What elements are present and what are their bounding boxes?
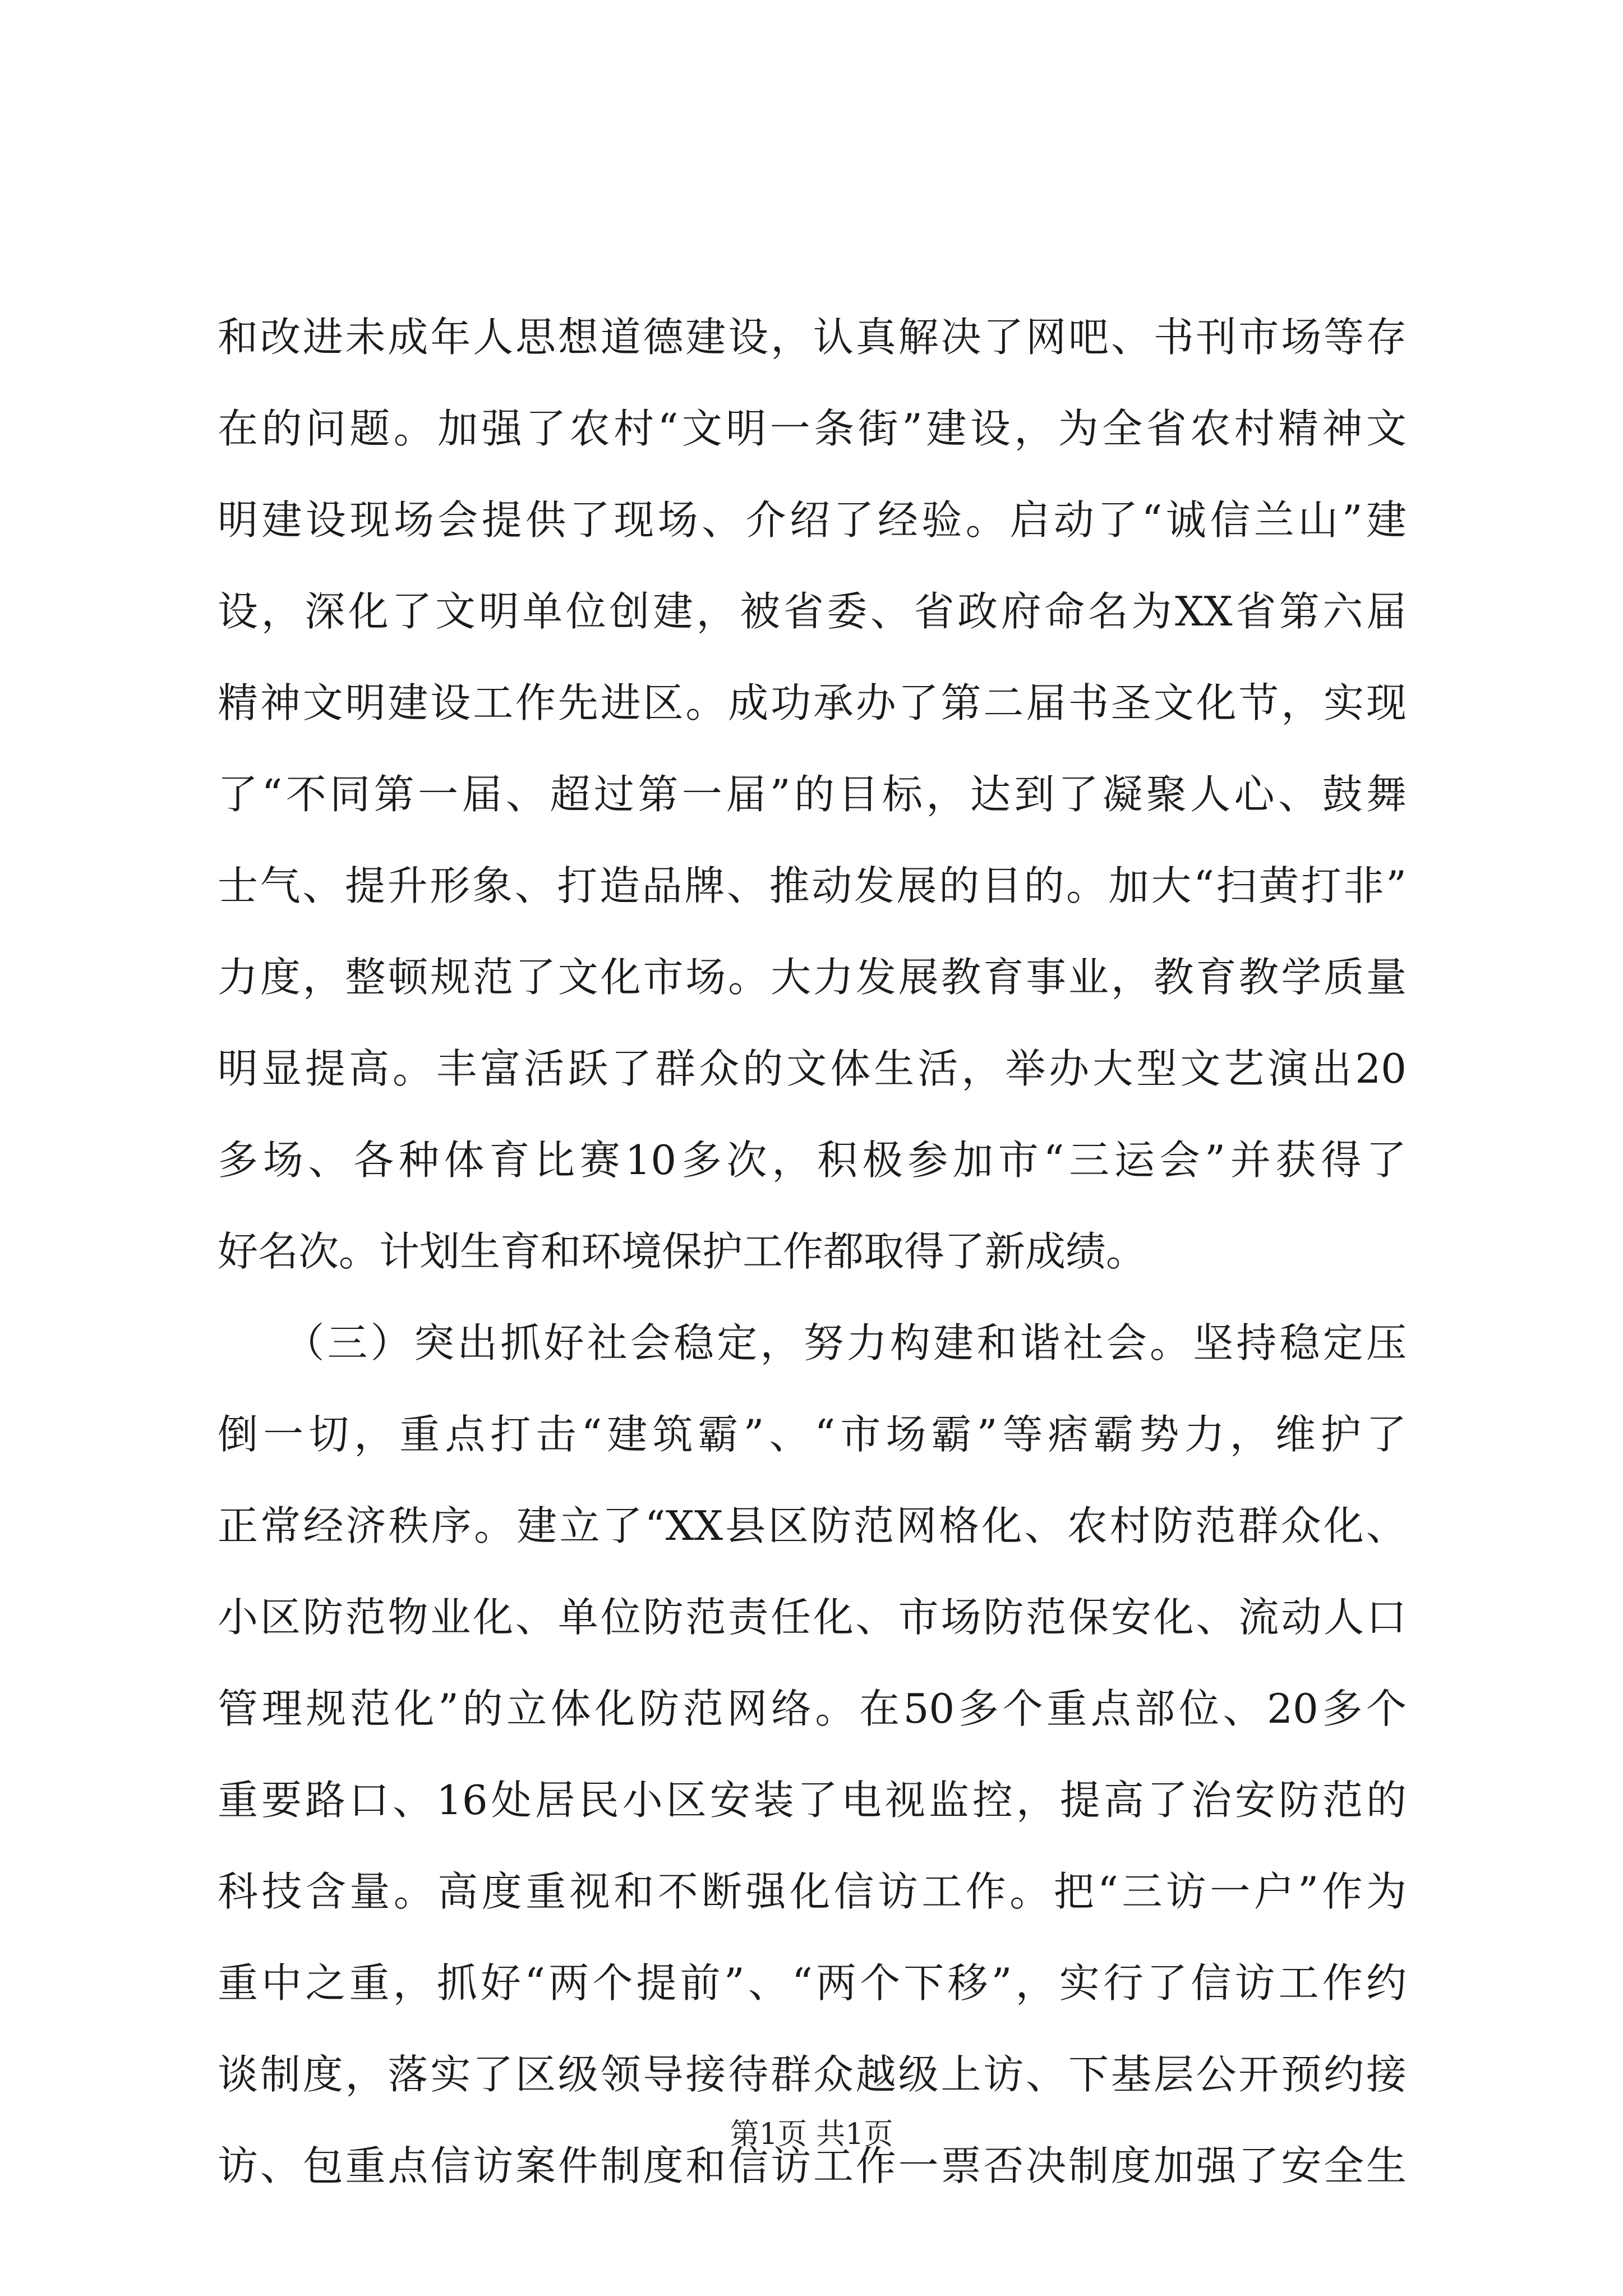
text-line: 谈制度，落实了区级领导接待群众越级上访、下基层公开预约接 [218, 2051, 1407, 2098]
text-line: （三）突出抓好社会稳定，努力构建和谐社会。坚持稳定压 [218, 1319, 1407, 1366]
text-line: 正常经济秩序。建立了“XX县区防范网格化、农村防范群众化、 [218, 1502, 1407, 1549]
text-line: 在的问题。加强了农村“文明一条街”建设，为全省农村精神文 [218, 405, 1407, 452]
body-text [218, 292, 1407, 2212]
text-line: 倒一切，重点打击“建筑霸”、“市场霸”等痞霸势力，维护了 [218, 1411, 1407, 1458]
text-line: 访、包重点信访案件制度和信访工作一票否决制度加强了安全生 [218, 2142, 1407, 2189]
text-line: 士气、提升形象、打造品牌、推动发展的目的。加大“扫黄打非” [218, 862, 1407, 909]
text-line: 明显提高。丰富活跃了群众的文体生活，举办大型文艺演出20 [218, 1045, 1407, 1092]
text-line: 科技含量。高度重视和不断强化信访工作。把“三访一户”作为 [218, 1868, 1407, 1915]
text-line: 设，深化了文明单位创建，被省委、省政府命名为XX省第六届 [218, 588, 1407, 635]
text-line: 了“不同第一届、超过第一届”的目标，达到了凝聚人心、鼓舞 [218, 771, 1407, 818]
text-line: 小区防范物业化、单位防范责任化、市场防范保安化、流动人口 [218, 1594, 1407, 1641]
text-line: 管理规范化”的立体化防范网络。在50多个重点部位、20多个 [218, 1685, 1407, 1732]
page-number: 第1页 共1页 [730, 2118, 893, 2151]
text-line: 重要路口、16处居民小区安装了电视监控，提高了治安防范的 [218, 1777, 1407, 1824]
text-line: 和改进未成年人思想道德建设，认真解决了网吧、书刊市场等存 [218, 314, 1407, 361]
text-line: 力度，整顿规范了文化市场。大力发展教育事业，教育教学质量 [218, 954, 1407, 1001]
text-line: 明建设现场会提供了现场、介绍了经验。启动了“诚信兰山”建 [218, 496, 1407, 544]
text-line: 多场、各种体育比赛10多次，积极参加市“三运会”并获得了 [218, 1137, 1407, 1184]
text-line: 精神文明建设工作先进区。成功承办了第二届书圣文化节，实现 [218, 679, 1407, 726]
text-line: 重中之重，抓好“两个提前”、“两个下移”，实行了信访工作约 [218, 1959, 1407, 2007]
text-line: 好名次。计划生育和环境保护工作都取得了新成绩。 [218, 1228, 1147, 1275]
page-footer [0, 2115, 1623, 2154]
